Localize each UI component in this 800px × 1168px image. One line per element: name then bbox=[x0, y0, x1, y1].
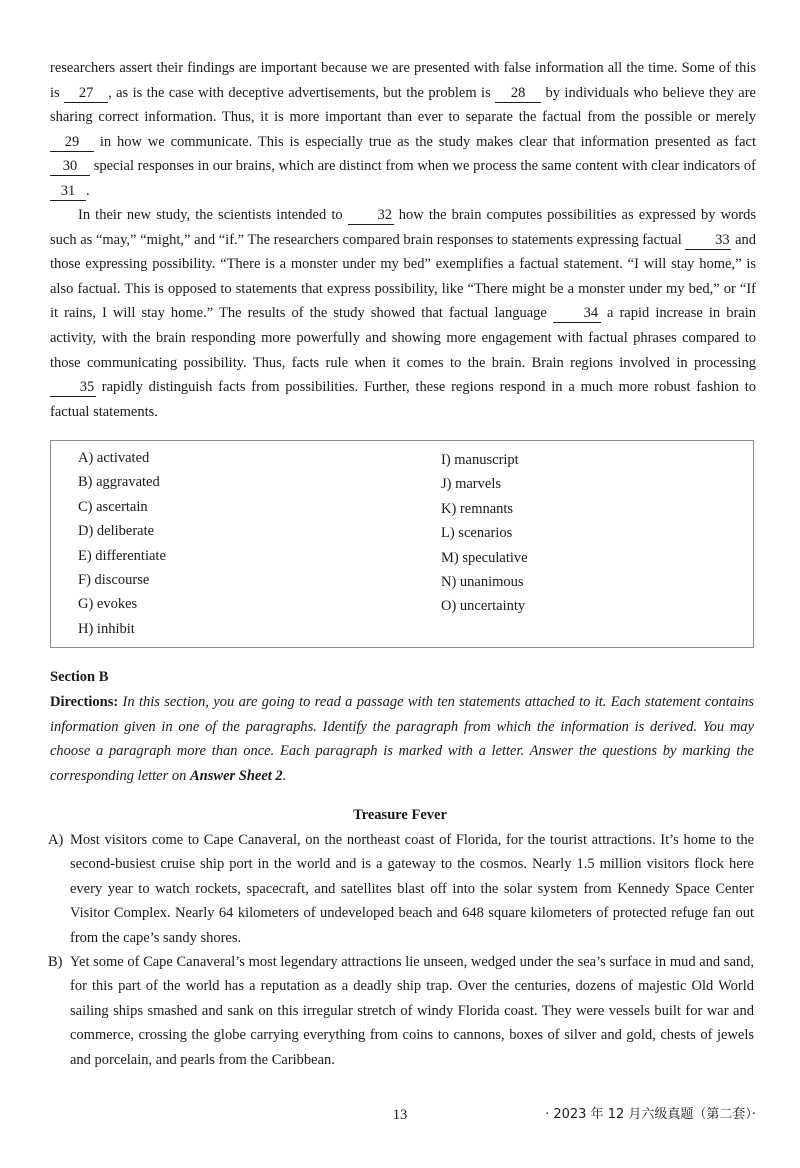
word-option: N) unanimous bbox=[441, 573, 524, 590]
word-option: J) marvels bbox=[441, 476, 501, 493]
paragraph-text: Most visitors come to Cape Canaveral, on the northeast coast of Florida, for the tourist attractions. It’s home to the second-busiest cruise ship port in the world and is a gateway to the cosmos. Nearly 1.5 million visitors flock here every year to watch rockets, spacecraft, and satellites blast off into the solar system from Kennedy Space Center Visitor Complex. Nearly 64 kilometers of undeveloped beach and 648 square kilometers of protected refuge fan out from the cape’s sandy shores. bbox=[70, 832, 754, 946]
word-option: M) speculative bbox=[441, 549, 528, 566]
blank-35[interactable]: 35 bbox=[50, 379, 96, 397]
directions-end: . bbox=[282, 767, 287, 784]
blank-30[interactable]: 30 bbox=[50, 158, 90, 176]
text-run: in how we communicate. This is especially true as the study makes clear that information presented as fact bbox=[94, 133, 756, 150]
word-option: L) scenarios bbox=[441, 525, 513, 542]
word-option: H) inhibit bbox=[78, 620, 135, 637]
section-b-directions bbox=[50, 690, 754, 788]
word-option: O) uncertainty bbox=[441, 598, 526, 615]
text-run: In their new study, the scientists intended to bbox=[78, 207, 348, 223]
word-option: C) ascertain bbox=[78, 498, 148, 515]
word-option: I) manuscript bbox=[441, 452, 519, 468]
blank-28[interactable]: 28 bbox=[495, 85, 541, 103]
paragraph-letter: A) bbox=[48, 832, 64, 848]
blank-34[interactable]: 34 bbox=[553, 305, 601, 323]
text-run: rapidly distinguish facts from possibilities. Further, these regions respond in a much more robust fashion to factual statements. bbox=[50, 379, 756, 420]
paragraph-text: Yet some of Cape Canaveral’s most legendary attractions lie unseen, wedged under the sea’s surface in mud and sand, for this part of the world has a reputation as a deadly ship trap. Over the centuries, dozens of majestic Old World sailing ships smashed and sank on this irregular stretch of windy Florida coast. They were vessels built for war and commerce, crossing the globe carrying everything from coins to cannons, boxes of silver and gold, chests of jewels and porcelain, and pearls from the Caribbean. bbox=[70, 954, 754, 1068]
word-option: F) discourse bbox=[78, 571, 150, 588]
word-bank-box bbox=[50, 440, 754, 648]
blank-33[interactable]: 33 bbox=[685, 232, 731, 250]
exam-label: · 2023 年 12 月六级真题（第二套）· bbox=[545, 1107, 756, 1122]
passage-paragraph-2 bbox=[50, 203, 756, 424]
paragraph-letter: B) bbox=[48, 954, 63, 970]
blank-29[interactable]: 29 bbox=[50, 134, 94, 152]
blank-31[interactable]: 31 bbox=[50, 183, 86, 201]
word-option: D) deliberate bbox=[78, 523, 155, 540]
text-run: how the brain computes possibilities as expressed by words such as “may,” “might,” and “if.” The researchers compared brain responses to statements expressing factual bbox=[50, 207, 757, 248]
word-option: K) remnants bbox=[441, 500, 514, 517]
passage-item-b bbox=[48, 950, 754, 1072]
word-option: E) differentiate bbox=[78, 547, 166, 564]
directions-label: Directions: bbox=[50, 694, 119, 710]
passage-paragraph-1 bbox=[50, 56, 756, 204]
word-option: A) activated bbox=[78, 450, 150, 466]
directions-text: In this section, you are going to read a passage with ten statements attached to it. Each statement contains information given in one of the paragraphs. Identify the paragraph from which the information is derived. You may choose a paragraph more than once. Each paragraph is marked with a letter. Answer the questions by marking the corresponding letter on bbox=[50, 694, 754, 784]
text-run: a rapid increase in brain activity, with the brain responding more powerfully and showing more engagement with factual phrases compared to those communicating possibility. Thus, facts rule when it comes to the brain. Brain regions involved in processing bbox=[50, 305, 757, 371]
section-b-heading: Section B bbox=[50, 669, 109, 685]
word-option: B) aggravated bbox=[78, 474, 160, 491]
page-number: 13 bbox=[392, 1107, 408, 1123]
passage-item-a bbox=[48, 828, 754, 950]
answer-sheet-reference: Answer Sheet 2 bbox=[190, 767, 283, 784]
word-option: G) evokes bbox=[78, 596, 138, 613]
blank-32[interactable]: 32 bbox=[348, 207, 394, 225]
text-run: , as is the case with deceptive advertisements, but the problem is bbox=[108, 84, 496, 101]
text-run: and those expressing possibility. “There is a monster under my bed” exemplifies a factual statement. “I will stay home,” is also factual. This is opposed to statements that express possibility, like “There might be a monster under my bed,” or “If it rains, I will stay home.” The results of the study showed that factual language bbox=[50, 231, 756, 322]
blank-27[interactable]: 27 bbox=[64, 85, 108, 103]
passage-title: Treasure Fever bbox=[353, 807, 447, 823]
text-run: by individuals who believe they are sharing correct information. Thus, it is more important than ever to separate the factual from the possible or merely bbox=[50, 84, 756, 126]
text-run: special responses in our brains, which are distinct from when we process the same content with clear indicators of bbox=[90, 158, 756, 175]
word-bank-right-column bbox=[441, 448, 528, 619]
word-bank-left-column bbox=[78, 446, 166, 641]
text-run: researchers assert their findings are important because we are presented with false information all the time. Some of this is bbox=[50, 60, 756, 101]
text-run: . bbox=[86, 182, 90, 199]
